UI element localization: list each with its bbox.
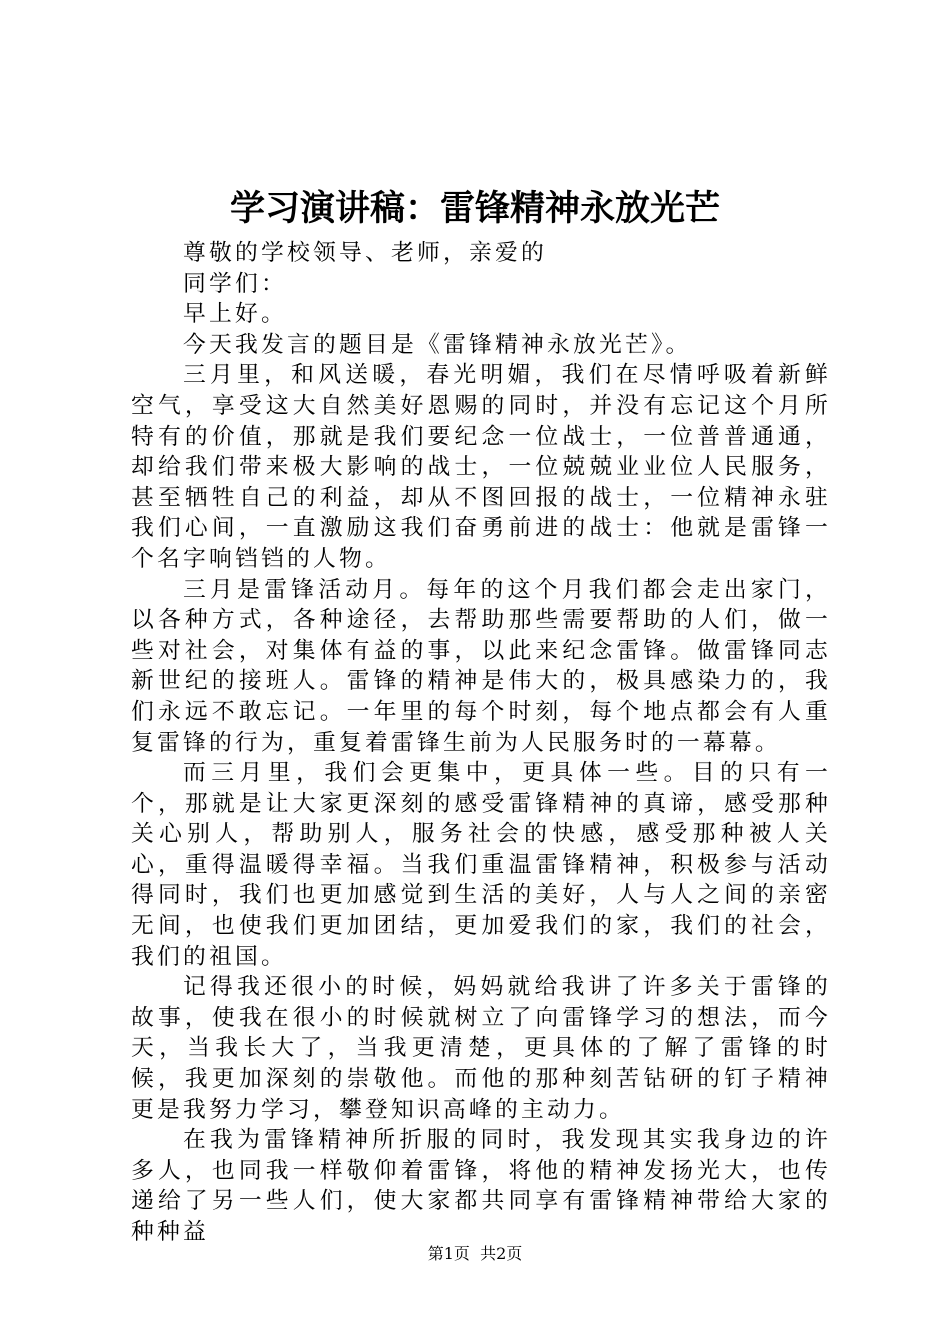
paragraph-salutation: 尊敬的学校领导、老师，亲爱的 (183, 240, 547, 266)
paragraph-salutation-continued: 同学们： (183, 270, 287, 297)
paragraph-body: 在我为雷锋精神所折服的同时，我发现其实我身边的许多人，也同我一样敬仰着雷锋，将他的精神发扬光大，也传递给了另一些人们，使大家都共同享有雷锋精神带给大家的种种益 (131, 1127, 831, 1245)
paragraph-body: 三月是雷锋活动月。每年的这个月我们都会走出家门，以各种方式，各种途径，去帮助那些需要帮助的人们，做一些对社会，对集体有益的事，以此来纪念雷锋。做雷锋同志新世纪的接班人。雷锋的精神是伟大的，极具感染力的，我们永远不敢忘记。一年里的每个时刻，每个地点都会有人重复雷锋的行为，重复着雷锋生前为人民服务时的一幕幕。 (131, 576, 831, 756)
page-number-total: 共2页 (480, 1244, 523, 1263)
paragraph-greeting: 早上好。 (183, 301, 287, 328)
paragraph-body: 三月里，和风送暖，春光明媚，我们在尽情呼吸着新鲜空气，享受这大自然美好恩赐的同时，并没有忘记这个月所特有的价值，那就是我们要纪念一位战士，一位普普通通，却给我们带来极大影响的战士，一位兢兢业业位人民服务，甚至牺牲自己的利益，却从不图回报的战士，一位精神永驻我们心间，一直激励这我们奋勇前进的战士：他就是雷锋一个名字响铛铛的人物。 (131, 362, 831, 572)
document-title: 学习演讲稿：雷锋精神永放光芒 (229, 188, 720, 229)
paragraph-topic: 今天我发言的题目是《雷锋精神永放光芒》。 (183, 331, 692, 358)
page-number-current: 第1页 (427, 1244, 470, 1263)
page-footer (0, 1243, 950, 1265)
paragraph-body: 而三月里，我们会更集中，更具体一些。目的只有一个，那就是让大家更深刻的感受雷锋精神的真谛，感受那种关心别人，帮助别人，服务社会的快感，感受那种被人关心，重得温暖得幸福。当我们重温雷锋精神，积极参与活动得同时，我们也更加感觉到生活的美好，人与人之间的亲密无间，也使我们更加团结，更加爱我们的家，我们的社会，我们的祖国。 (131, 760, 831, 970)
document-body (131, 238, 831, 1248)
paragraph-body: 记得我还很小的时候，妈妈就给我讲了许多关于雷锋的故事，使我在很小的时候就树立了向雷锋学习的想法，而今天，当我长大了，当我更清楚，更具体的了解了雷锋的时候，我更加深刻的崇敬他。而他的那种刻苦钻研的钉子精神更是我努力学习，攀登知识高峰的主动力。 (131, 974, 831, 1123)
